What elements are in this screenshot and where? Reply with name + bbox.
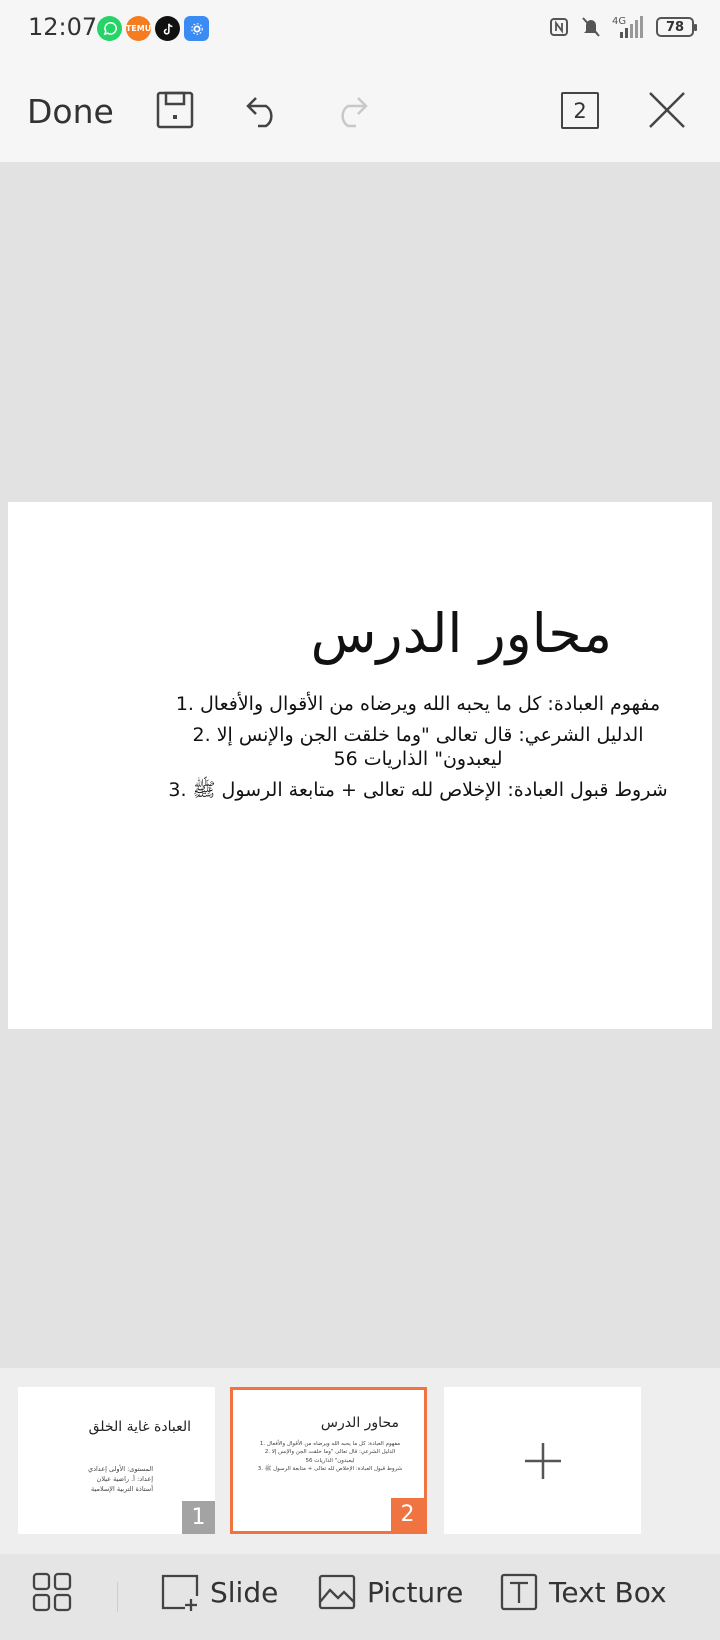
notification-icons — [97, 16, 209, 41]
temu-icon: TEMU — [126, 16, 151, 41]
slide-canvas[interactable] — [0, 162, 720, 1368]
thumb-title: العبادة غاية الخلق — [88, 1419, 191, 1435]
bottom-toolbar — [0, 1554, 720, 1640]
redo-icon[interactable] — [328, 88, 372, 132]
close-icon[interactable] — [645, 88, 689, 132]
insert-textbox-button[interactable] — [499, 1572, 667, 1612]
battery-indicator: 78 — [656, 17, 694, 37]
done-button[interactable]: Done — [27, 92, 114, 131]
current-slide[interactable] — [8, 502, 712, 1029]
system-icons — [548, 15, 694, 39]
status-bar — [0, 0, 720, 62]
thumb-number: 1 — [182, 1501, 215, 1534]
picture-label: Picture — [367, 1575, 464, 1609]
slide-point: شروط قبول العبادة: الإخلاص لله تعالى + متابعة الرسول ﷺ .3 — [168, 779, 668, 802]
grid-icon — [32, 1572, 72, 1612]
signal-icon — [612, 15, 646, 39]
slide-title[interactable]: محاور الدرس — [310, 602, 612, 665]
insert-picture-button[interactable] — [317, 1572, 463, 1612]
thumb-number: 2 — [391, 1498, 424, 1531]
divider — [117, 1582, 118, 1612]
undo-icon[interactable] — [242, 88, 286, 132]
editor-toolbar — [0, 62, 720, 162]
slide-point: مفهوم العبادة: كل ما يحبه الله ويرضاه من الأقوال والأفعال .1 — [175, 693, 661, 715]
slide-body[interactable] — [158, 692, 678, 809]
whatsapp-icon — [97, 16, 122, 41]
add-slide-button[interactable] — [160, 1572, 278, 1612]
mute-icon — [580, 15, 602, 39]
layout-button[interactable] — [32, 1572, 72, 1612]
slide-thumbnail-2[interactable] — [230, 1387, 427, 1534]
thumb-body: المستوى: الأولى إعدادي إعداد: أ. راضية عيلان أستاذة التربية الإسلامية — [88, 1465, 154, 1493]
slide-label: Slide — [210, 1575, 279, 1609]
settings-app-icon — [184, 16, 209, 41]
slide-thumbnail-1[interactable] — [18, 1387, 215, 1534]
tiktok-icon — [155, 16, 180, 41]
status-time: 12:07 — [28, 13, 98, 41]
slide-point: الدليل الشرعي: قال تعالى "وما خلقت الجن والإنس إلا .2 ليعبدون" الذاريات 56 — [192, 723, 644, 771]
thumb-title: محاور الدرس — [320, 1415, 399, 1431]
slide-thumbnails — [0, 1368, 720, 1554]
textbox-label: Text Box — [549, 1575, 667, 1609]
save-icon[interactable] — [153, 88, 197, 132]
nfc-icon — [548, 15, 570, 39]
svg-text:4G: 4G — [612, 16, 627, 27]
textbox-icon — [499, 1572, 539, 1612]
add-slide-icon — [160, 1572, 200, 1612]
add-slide-thumbnail[interactable] — [444, 1387, 641, 1534]
thumb-body: مفهوم العبادة: كل ما يحبه الله ويرضاه من الأقوال والأفعال .1 الدليل الشرعي: قال تعالى "وما خلقت الجن والإنس إلا .2 ليعبدون" الذاريات 56 شروط قبول العبادة: الإخلاص لله تعالى + متابعة الرسول ﷺ .3 — [257, 1441, 403, 1472]
slide-count-button[interactable]: 2 — [561, 92, 599, 129]
picture-icon — [317, 1572, 357, 1612]
plus-icon — [524, 1442, 562, 1480]
